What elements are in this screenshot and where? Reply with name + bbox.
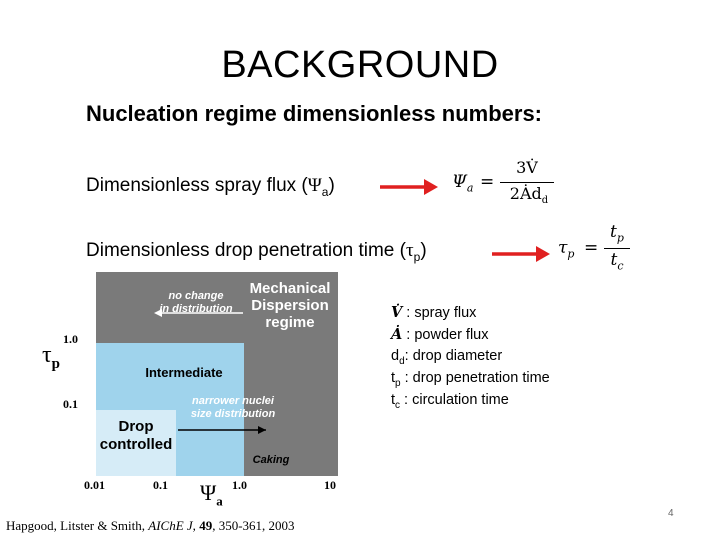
y-axis-label: $\tau_p$ xyxy=(42,342,60,372)
no-change-annotation: no change in distribution xyxy=(159,290,233,315)
intermediate-label: Intermediate xyxy=(145,365,223,380)
spray-flux-arrow-icon xyxy=(378,176,440,198)
drop-controlled-label: Drop controlled xyxy=(99,418,173,453)
legend-item: Ȧ : powder flux xyxy=(391,326,489,343)
variable-legend xyxy=(391,304,550,414)
y-tick-0-1: 0.1 xyxy=(63,397,78,411)
mechanical-dispersion-label: Mechanical Dispersion regime xyxy=(249,280,331,331)
x-axis-label: $\Psi_a$ xyxy=(200,480,223,509)
legend-item: $d_d$: drop diameter xyxy=(391,348,503,367)
legend-item: $t_c$ : circulation time xyxy=(391,392,509,411)
page-number: 4 xyxy=(668,508,674,519)
y-tick-1: 1.0 xyxy=(63,332,78,346)
x-tick-0-1: 0.1 xyxy=(153,478,168,492)
penetration-time-equation: $\tau_p$ = $t_p$ $t_c$ xyxy=(558,222,638,274)
spray-flux-equation: $\Psi_a$ = 3V̇ $2Ȧd_d$ xyxy=(452,158,562,208)
penetration-time-label: Dimensionless drop penetration time $(\tau_p)$ xyxy=(86,240,427,264)
slide-title: BACKGROUND xyxy=(221,44,499,86)
penetration-time-arrow-icon xyxy=(490,243,552,265)
legend-item: $t_p$ : drop penetration time xyxy=(391,370,550,389)
caking-label: Caking xyxy=(252,454,290,466)
x-tick-0-01: 0.01 xyxy=(84,478,105,492)
slide-subtitle: Nucleation regime dimensionless numbers: xyxy=(86,101,543,126)
x-tick-10: 10 xyxy=(324,478,336,492)
narrower-annotation: narrower nuclei size distribution xyxy=(190,395,276,420)
spray-flux-label: Dimensionless spray flux $(\Psi_a)$ xyxy=(86,175,335,199)
legend-item: V̇ : spray flux xyxy=(391,304,477,321)
x-tick-1: 1.0 xyxy=(232,478,247,492)
citation: Hapgood, Litster & Smith, AIChE J, 49, 350-361, 2003 xyxy=(6,518,295,533)
regime-map-figure xyxy=(28,268,368,518)
